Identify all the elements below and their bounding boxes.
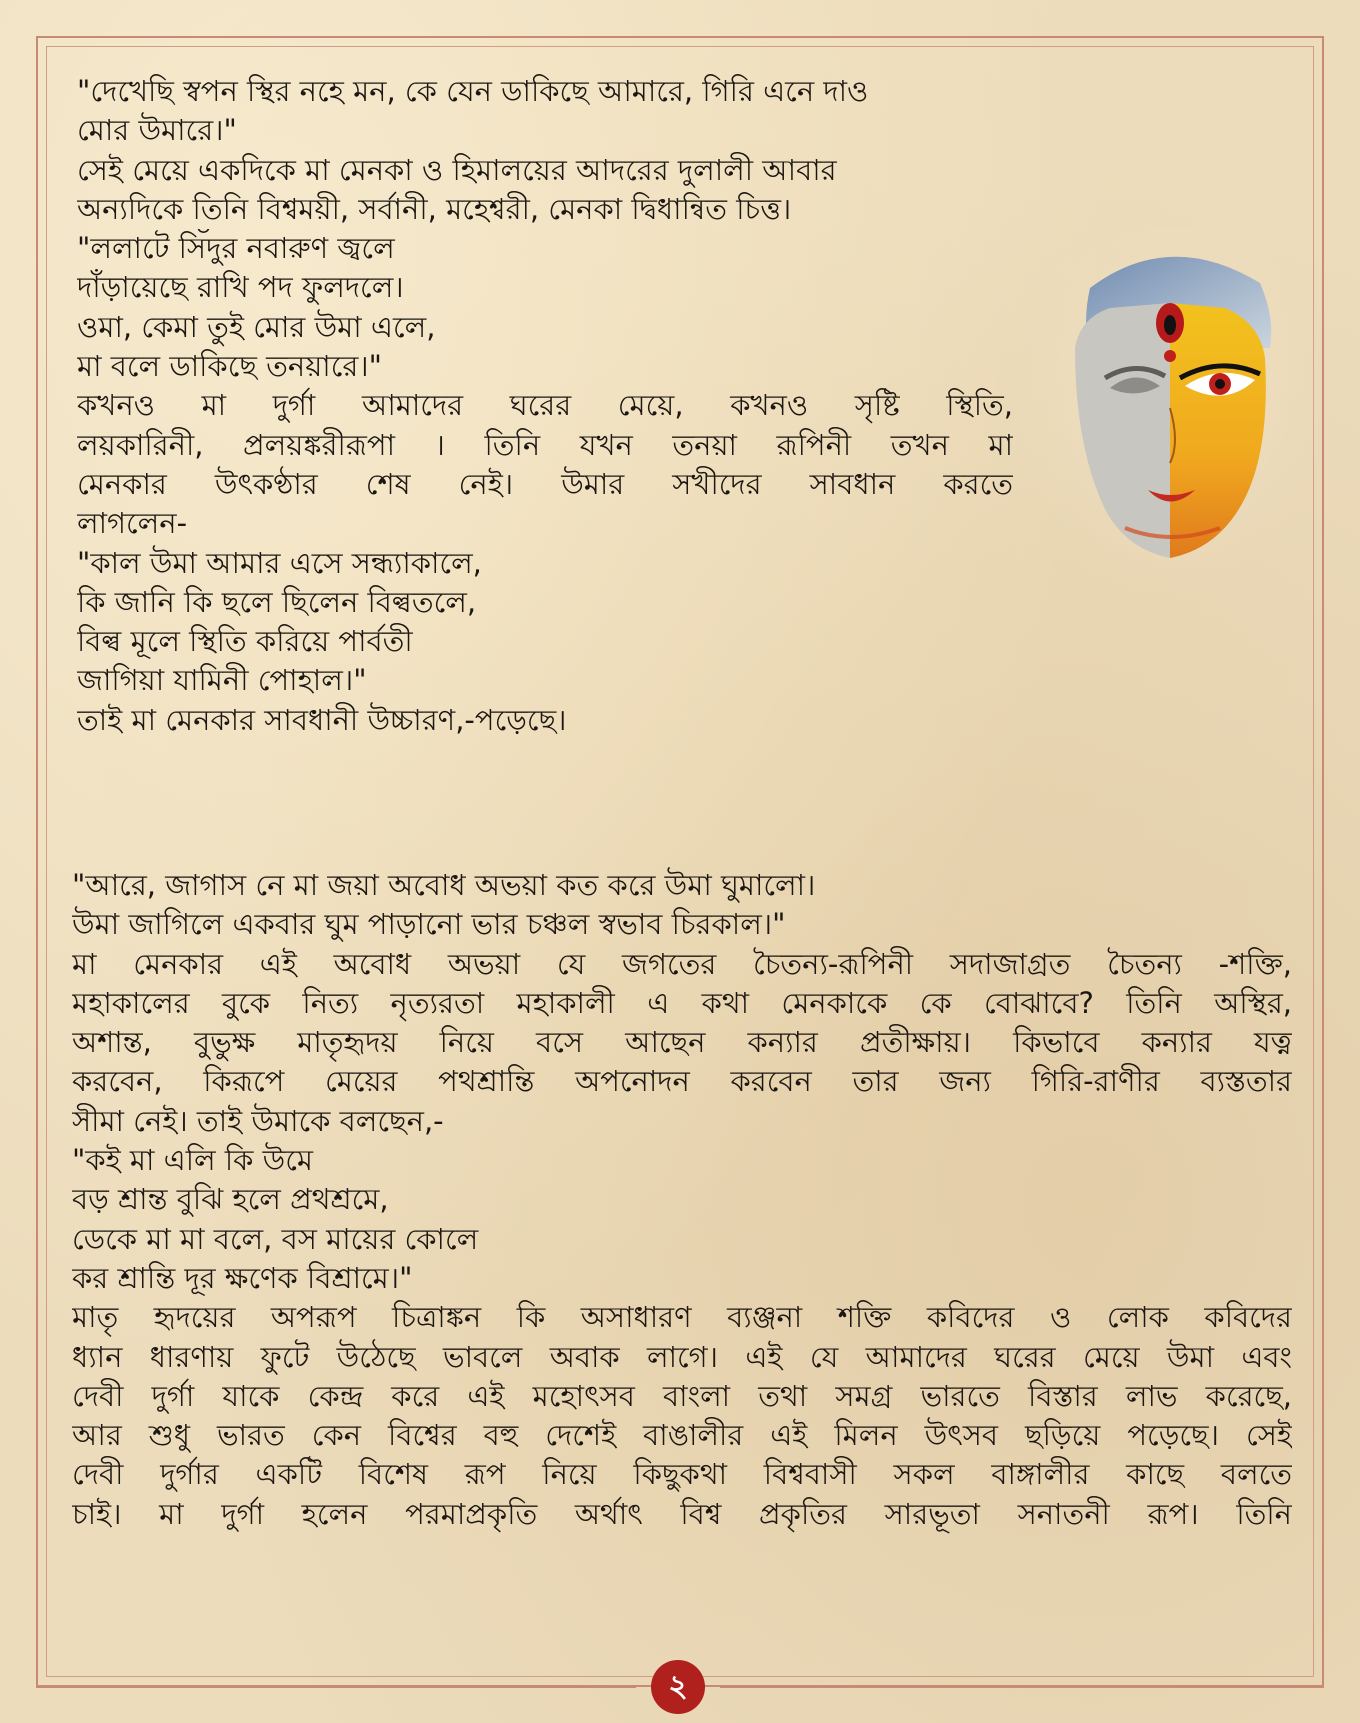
durga-face-illustration xyxy=(1020,228,1320,598)
text-line: "দেখেছি স্বপন স্থির নহে মন, কে যেন ডাকিছে আমারে, গিরি এনে দাও xyxy=(77,74,869,108)
poem-line: "আরে, জাগাস নে মা জয়া অবোধ অভয়া কত করে উমা ঘুমালো। xyxy=(72,868,816,902)
poem-line: "কই মা এলি কি উমে xyxy=(72,1143,313,1178)
poem-line: ওমা, কেমা তুই মোর উমা এলে, xyxy=(77,309,436,344)
text-line: দেবী দুর্গার একটি বিশেষ রূপ নিয়ে কিছুকথা বিশ্ববাসী সকল বাঙ্গালীর কাছে বলতে xyxy=(72,1457,1292,1492)
poem-line: জাগিয়া যামিনী পোহাল।" xyxy=(77,663,367,698)
poem-line: ডেকে মা মা বলে, বস মায়ের কোলে xyxy=(72,1221,479,1256)
poem-line: কি জানি কি ছলে ছিলেন বিল্বতলে, xyxy=(77,584,477,619)
poem-line: বিল্ব মূলে স্থিতি করিয়ে পার্বতী xyxy=(77,624,413,659)
text-line: আর শুধু ভারত কেন বিশ্বের বহু দেশেই বাঙালীর এই মিলন উৎসব ছড়িয়ে পড়েছে। সেই xyxy=(72,1418,1292,1453)
poem-line: বড় শ্রান্ত বুঝি হলে প্রথশ্রমে, xyxy=(72,1182,389,1217)
text-line: মহাকালের বুকে নিত্য নৃত্যরতা মহাকালী এ কথা মেনকাকে কে বোঝাবে? তিনি অস্থির, xyxy=(72,985,1292,1020)
poem-line: মা বলে ডাকিছে তনয়ারে।" xyxy=(77,349,383,384)
text-line: দেবী দুর্গা যাকে কেন্দ্র করে এই মহোৎসব বাংলা তথা সমগ্র ভারতে বিস্তার লাভ করেছে, xyxy=(72,1378,1292,1413)
lower-text-block xyxy=(72,866,1292,1534)
footer-rule-left xyxy=(36,1686,636,1688)
poem-line: কর শ্রান্তি দূর ক্ষণেক বিশ্রামে।" xyxy=(72,1260,413,1295)
poem-line: "ললাটে সিঁদুর নবারুণ জ্বলে xyxy=(77,231,395,266)
upper-text-block xyxy=(77,72,1013,740)
poem-line: উমা জাগিলে একবার ঘুম পাড়ানো ভার চঞ্চল স্বভাব চিরকাল।" xyxy=(72,907,786,942)
text-line: ধ্যান ধারণায় ফুটে উঠেছে ভাবলে অবাক লাগে। এই যে আমাদের ঘরের মেয়ে উমা এবং xyxy=(72,1339,1292,1374)
text-line: অশান্ত, বুভুক্ষ মাতৃহৃদয় নিয়ে বসে আছেন কন্যার প্রতীক্ষায়। কিভাবে কন্যার যত্ন xyxy=(72,1025,1292,1060)
text-line: মোর উমারে।" xyxy=(77,113,237,148)
text-line: অন্যদিকে তিনি বিশ্বময়ী, সর্বানী, মহেশ্বরী, মেনকা দ্বিধান্বিত চিত্ত। xyxy=(77,191,792,226)
text-line: করবেন, কিরূপে মেয়ের পথশ্রান্তি অপনোদন করবেন তার জন্য গিরি-রাণীর ব্যস্ততার xyxy=(72,1064,1292,1099)
poem-line: দাঁড়ায়েছে রাখি পদ ফুলদলে। xyxy=(77,270,404,305)
text-line: তাই মা মেনকার সাবধানী উচ্চারণ,-পড়েছে। xyxy=(77,702,567,737)
poem-line: "কাল উমা আমার এসে সন্ধ্যাকালে, xyxy=(77,545,482,580)
text-line: লয়কারিনী, প্রলয়ঙ্করীরূপা । তিনি যখন তনয়া রূপিনী তখন মা xyxy=(77,427,1013,462)
text-line: সীমা নেই। তাই উমাকে বলছেন,- xyxy=(72,1103,444,1138)
text-line: মা মেনকার এই অবোধ অভয়া যে জগতের চৈতন্য-রূপিনী সদাজাগ্রত চৈতন্য -শক্তি, xyxy=(72,946,1292,981)
text-line: কখনও মা দুর্গা আমাদের ঘরের মেয়ে, কখনও সৃষ্টি স্থিতি, xyxy=(77,388,1013,423)
text-line: মাতৃ হৃদয়ের অপরূপ চিত্রাঙ্কন কি অসাধারণ ব্যঞ্জনা শক্তি কবিদের ও লোক কবিদের xyxy=(72,1300,1292,1335)
text-line: সেই মেয়ে একদিকে মা মেনকা ও হিমালয়ের আদরের দুলালী আবার xyxy=(77,152,837,187)
footer-rule-right xyxy=(720,1686,1324,1688)
text-line: মেনকার উৎকণ্ঠার শেষ নেই। উমার সখীদের সাবধান করতে xyxy=(77,466,1013,501)
text-line: লাগলেন- xyxy=(77,506,188,541)
page-number-badge: ২ xyxy=(651,1660,705,1714)
text-line: চাই। মা দুর্গা হলেন পরমাপ্রকৃতি অর্থাৎ বিশ্ব প্রকৃতির সারভূতা সনাতনী রূপ। তিনি xyxy=(72,1496,1292,1531)
